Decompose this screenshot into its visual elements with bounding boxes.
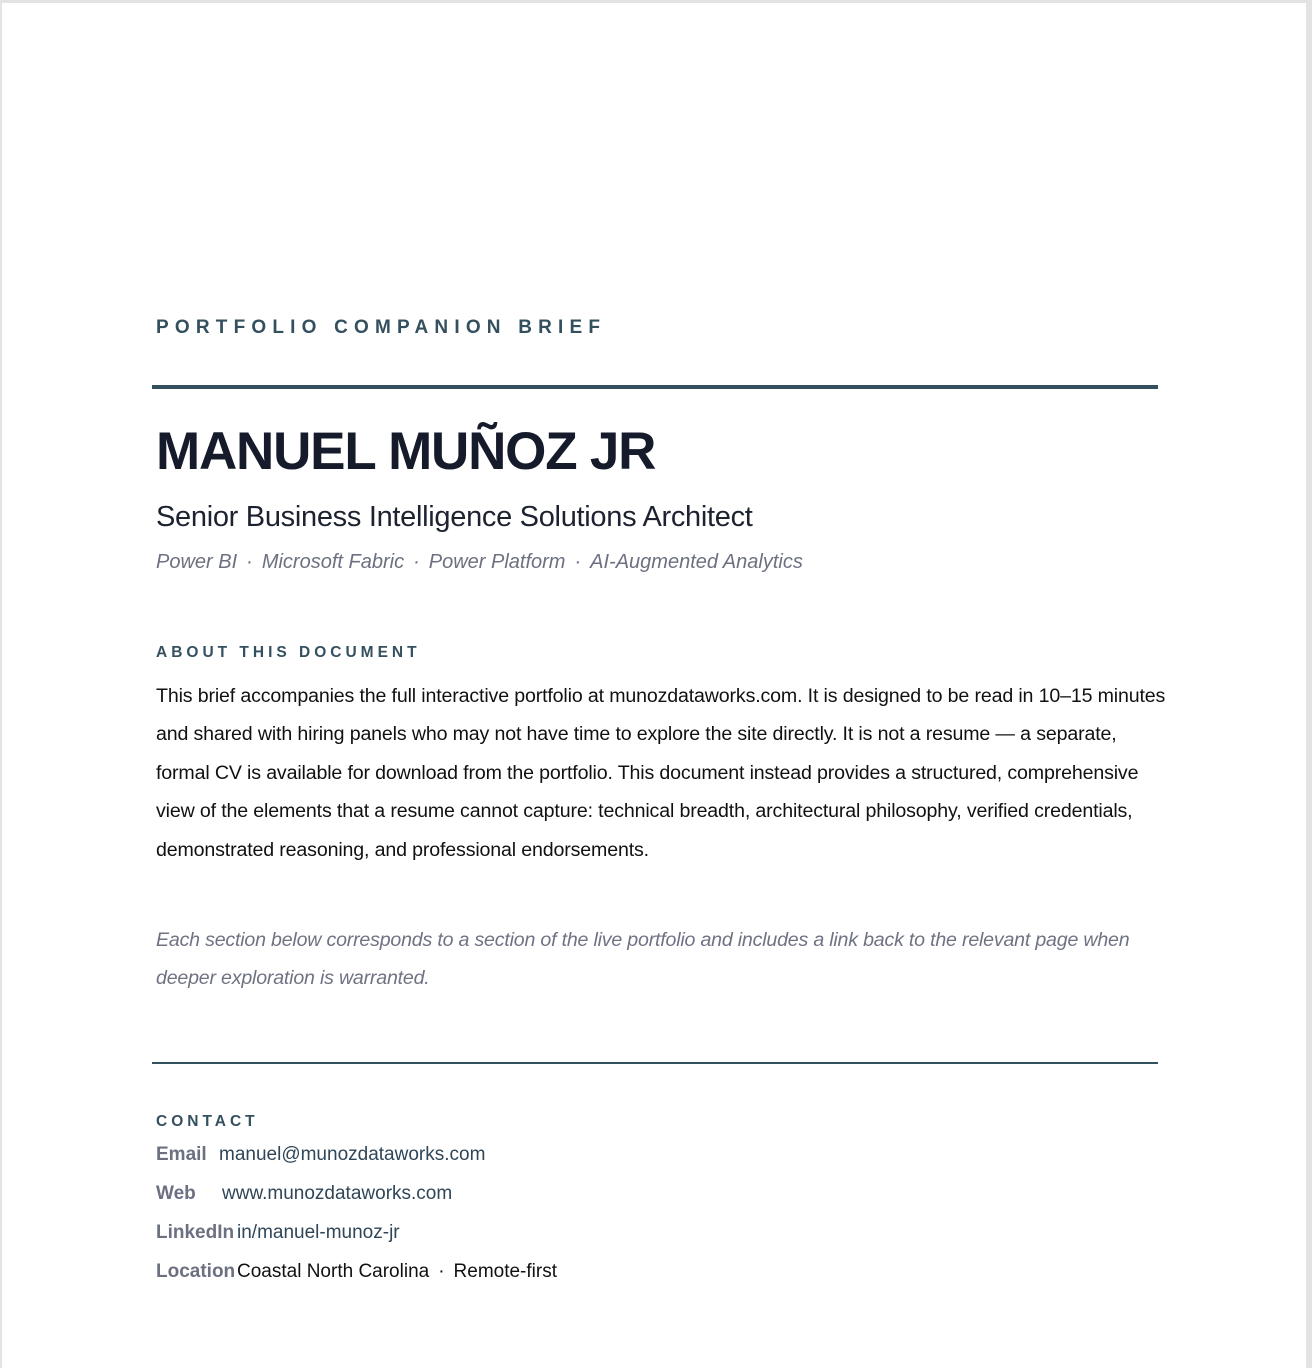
location-value: Coastal North Carolina: [237, 1261, 430, 1282]
work-mode-value: Remote-first: [453, 1261, 557, 1282]
about-heading: ABOUT THIS DOCUMENT: [156, 644, 421, 661]
separator-dot: ·: [574, 551, 582, 573]
header-divider: [152, 385, 1158, 389]
linkedin-link[interactable]: in/manuel-munoz-jr: [237, 1222, 400, 1243]
about-body: This brief accompanies the full interactive portfolio at munozdataworks.com. It is designed to be read in 10–15 minutes and shared with hiring panels who may not have time to explore the site directly. It is not a resume — a separate, formal CV is available for download from the portfolio. This document instead provides a structured, comprehensive view of the elements that a resume cannot capture: technical breadth, architectural philosophy, verified credentials, demonstrated reasoning, and professional endorsements.: [156, 685, 1166, 861]
contact-heading: CONTACT: [156, 1113, 259, 1130]
person-name: MANUEL MUÑOZ JR: [156, 422, 656, 481]
job-title: Senior Business Intelligence Solutions Architect: [156, 501, 753, 533]
email-link[interactable]: manuel@munozdataworks.com: [219, 1144, 486, 1165]
contact-row-location: [156, 1255, 557, 1294]
separator-dot: ·: [413, 551, 420, 573]
document-page: [2, 3, 1306, 1368]
specialty-item: Microsoft Fabric: [261, 551, 405, 573]
email-label: Email: [156, 1144, 207, 1165]
about-note: Each section below corresponds to a section of the live portfolio and includes a link back to the relevant page when deeper exploration is warranted.: [156, 929, 1130, 990]
web-link[interactable]: www.munozdataworks.com: [222, 1183, 453, 1204]
contact-row-email: [156, 1138, 557, 1177]
location-label: Location: [156, 1261, 236, 1282]
linkedin-label: LinkedIn: [156, 1222, 235, 1243]
specialty-item: Power Platform: [428, 551, 566, 573]
contact-row-linkedin: [156, 1216, 557, 1255]
document-eyebrow: PORTFOLIO COMPANION BRIEF: [156, 317, 607, 338]
web-label: Web: [156, 1183, 196, 1204]
specialty-item: Power BI: [156, 551, 238, 573]
separator-dot: ·: [438, 1261, 445, 1282]
contact-list: [156, 1138, 557, 1294]
contact-divider: [152, 1062, 1158, 1064]
contact-row-web: [156, 1177, 557, 1216]
specialty-item: AI-Augmented Analytics: [590, 551, 803, 573]
separator-dot: ·: [246, 551, 253, 573]
specialties-line: [156, 551, 803, 574]
